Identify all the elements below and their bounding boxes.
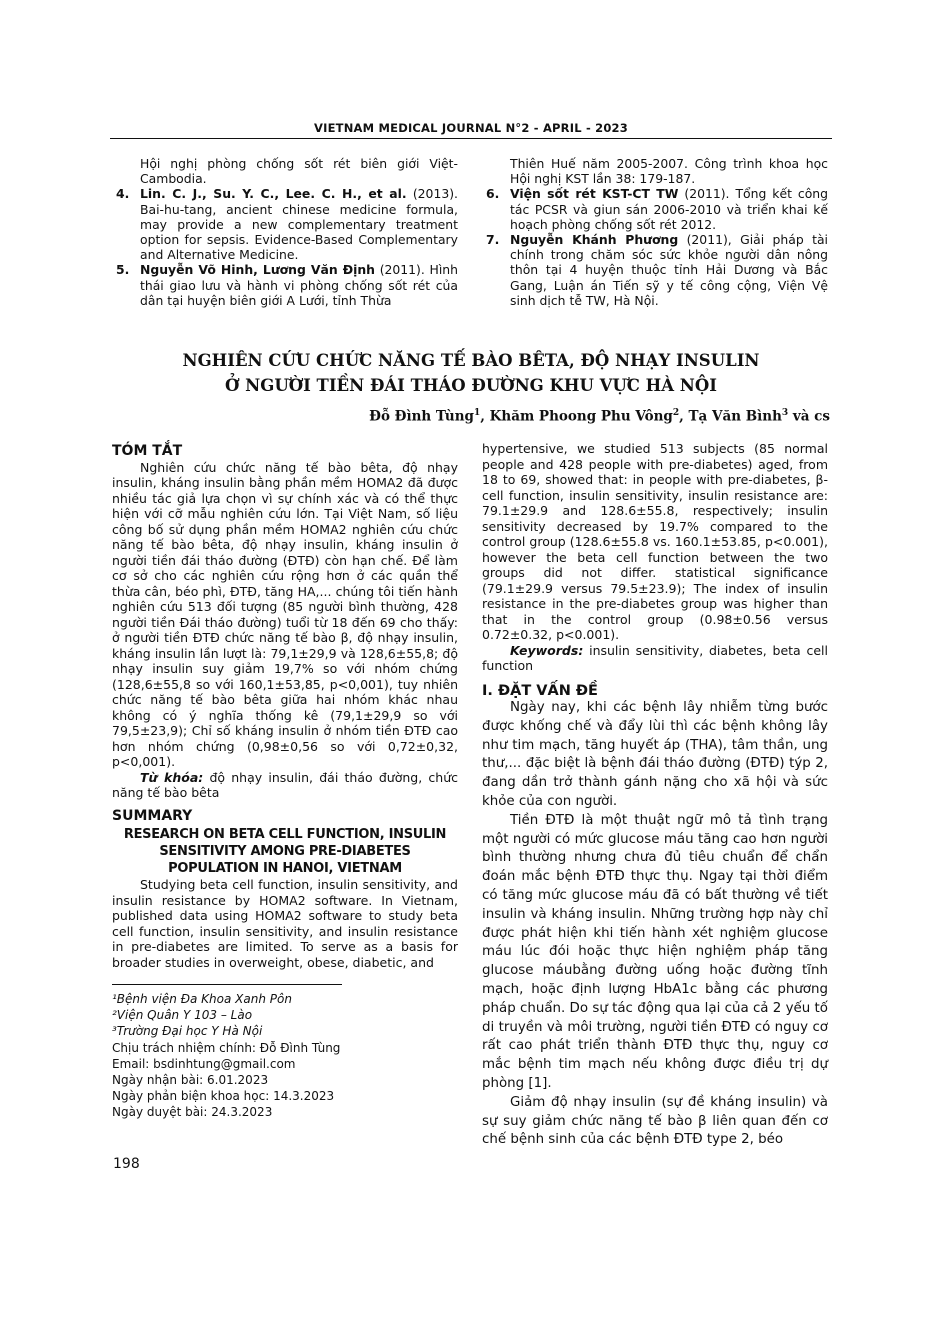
section-1-paragraph-3: Giảm độ nhạy insulin (sự đề kháng insulin) và sự suy giảm chức năng tế bào β liên quan đến cơ chế bệnh sinh của các bệnh ĐTĐ type 2, béo xyxy=(482,1094,828,1148)
abstract-body: Nghiên cứu chức năng tế bào bêta, độ nhạy insulin, kháng insulin bằng phần mềm HOMA2 đã được nhiều tác giả lựa chọn vì sự chính xác và có thể thực hiện với cỡ mẫu nghiên cứu lớn. Tại Việt Nam, số liệu công bố sử dụng phần mềm HOMA2 nghiên cứu chức năng tế bào bêta, độ nhạy insulin, kháng insulin ở người tiền đái tháo đường (ĐTĐ) còn hạn chế. Để làm cơ sở cho các nghiên cứu rộng hơn ở các quần thể thừa cân, béo phì, ĐTĐ, tăng HA,... chúng tôi tiến hành nghiên cứu 513 đối tượng (85 người bình thường, 428 người tiền Đái tháo đường) tuổi từ 18 đến 69 cho thấy: ở người tiền ĐTĐ chức năng tế bào β, độ nhạy insulin, kháng insulin lần lượt là: 79,1±29,9 và 128,6±55,8; độ nhạy insulin suy giảm 19,7% so với nhóm chứng (128,6±55,8 so với 160,1±53,85, p<0,001), tuy nhiên chức năng tế bào bêta giữa hai nhóm khác nhau không có ý nghĩa thống kê (79,1±29,9 so với 79,5±23,9); Chỉ số kháng insulin ở nhóm tiền ĐTĐ cao hơn nhóm chứng (0,98±0,56 so với 0,72±0,32, p<0,001). xyxy=(112,459,458,769)
reference-5: 5. Nguyễn Võ Hinh, Lương Văn Định (2011). Hình thái giao lưu và hành vi phòng chống sốt rét của dân tại huyện biên giới A Lưới, tỉnh Thừa xyxy=(116,262,458,308)
right-column xyxy=(482,441,828,1150)
footnote-affiliation-3: ³Trường Đại học Y Hà Nội xyxy=(112,1024,263,1039)
summary-heading: SUMMARY xyxy=(112,807,193,824)
reference-continuation: Hội nghị phòng chống sốt rét biên giới Việt-Cambodia. xyxy=(140,156,458,187)
footnote-rule xyxy=(112,984,342,985)
reference-7: 7. Nguyễn Khánh Phương (2011), Giải pháp tài chính trong chăm sóc sức khỏe người dân nông thôn tại 4 huyện thuộc tỉnh Hải Dương và Bắc Gang, Luận án Tiến sỹ y tế công cộng, Viện Vệ sinh dịch tễ TW, Hà Nội. xyxy=(486,232,828,308)
summary-keywords: Keywords: insulin sensitivity, diabetes, beta cell function xyxy=(482,642,828,673)
title-line-2: Ở NGƯỜI TIỀN ĐÁI THÁO ĐƯỜNG KHU VỰC HÀ NỘI xyxy=(225,376,717,395)
summary-body-part2: hypertensive, we studied 513 subjects (85 normal people and 428 people with pre-diabetes) aged, from 18 to 69, showed that: in people with pre-diabetes, β-cell function, insulin sensitivity, insulin resistance are: 79.1±29.9 and 128.6±55.8, respectively; insulin sensitivity decreased by 19.7% compared to the control group (128.6±55.8 vs. 160.1±53.85, p<0.001), however the beta cell function between the two groups did not differ. statistical significance (79.1±29.9 versus 79.5±23.9); The index of insulin resistance in the pre-diabetes group was higher than that in the control group (0.98±0.56 versus 0.72±0.32, p<0.001). xyxy=(482,441,828,642)
abstract-column xyxy=(112,444,458,1121)
section-1-paragraph-1: Ngày nay, khi các bệnh lây nhiễm từng bước được khống chế và đẩy lùi thì các bệnh không lây như tim mạch, tăng huyết áp (THA), tâm thần, ung thư,... đặc biệt là bệnh đái tháo đường (ĐTĐ) týp 2, đang dần trở thành gánh nặng cho xã hội và sức khỏe của con người. xyxy=(482,700,828,809)
reference-continuation: Thiên Huế năm 2005-2007. Công trình khoa học Hội nghị KST lần 38: 179-187. xyxy=(510,156,828,187)
title-line-1: NGHIÊN CỨU CHỨC NĂNG TẾ BÀO BÊTA, ĐỘ NHẠY INSULIN xyxy=(182,351,760,370)
footnote-affiliation-2: ²Viện Quân Y 103 – Lào xyxy=(112,1008,253,1023)
footnote-corresponding: Chịu trách nhiệm chính: Đỗ Đình Tùng xyxy=(112,1040,341,1055)
article-title xyxy=(110,348,832,398)
footnote-accepted: Ngày duyệt bài: 24.3.2023 xyxy=(112,1105,273,1120)
summary-title: RESEARCH ON BETA CELL FUNCTION, INSULIN SENSITIVITY AMONG PRE-DIABETES POPULATION IN HANOI, VIETNAM xyxy=(123,827,447,876)
authors-line: Đỗ Đình Tùng$^1$, Khăm Phoong Phu Vông$^2$, Tạ Văn Bình$^3$ và cs xyxy=(369,408,830,425)
reference-4: 4. Lin. C. J., Su. Y. C., Lee. C. H., et al. (2013). Bai-hu-tang, ancient chinese medicine formula, may provide a new complementary treatment option for sepsis. Evidence-Based Complementary and Alternative Medicine. xyxy=(116,186,458,263)
footnote-email: Email: bsdinhtung@gmail.com xyxy=(112,1056,296,1071)
footnote-affiliation-1: ¹Bệnh viện Đa Khoa Xanh Pôn xyxy=(112,992,292,1006)
abstract-heading: TÓM TẮT xyxy=(112,443,183,459)
section-1-heading: I. ĐẶT VẤN ĐỀ xyxy=(482,682,598,699)
footnote-reviewed: Ngày phản biện khoa học: 14.3.2023 xyxy=(112,1089,335,1104)
abstract-keywords: Từ khóa: độ nhạy insulin, đái tháo đường, chức năng tế bào bêta xyxy=(112,769,458,800)
references-right xyxy=(482,156,828,308)
reference-6: 6. Viện sốt rét KST-CT TW (2011). Tổng kết công tác PCSR và giun sán 2006-2010 và triển khai kế hoạch phòng chống sốt rét 2012. xyxy=(486,186,829,232)
journal-header: VIETNAM MEDICAL JOURNAL N°2 - APRIL - 2023 xyxy=(314,121,628,135)
summary-body-part1: Studying beta cell function, insulin sensitivity, and insulin resistance by HOMA2 software. In Vietnam, published data using HOMA2 software to study beta cell function, insulin sensitivity, and insulin resistance in pre-diabetes are limited. To serve as a basis for broader studies in overweight, obese, diabetic, and xyxy=(112,877,458,970)
page-number: 198 xyxy=(113,1156,140,1172)
header-rule xyxy=(110,138,832,139)
footnote-received: Ngày nhận bài: 6.01.2023 xyxy=(112,1073,269,1088)
references-left xyxy=(112,156,458,308)
section-1-paragraph-2: Tiền ĐTĐ là một thuật ngữ mô tả tình trạng một người có mức glucose máu tăng cao hơn người bình thường nhưng chưa đủ tiêu chuẩn để chẩn đoán mắc bệnh ĐTĐ thực thụ. Ngay tại thời điểm có tăng mức glucose máu đã có bất thường về tiết insulin và kháng insulin. Những trường hợp này chỉ được phát hiện khi tiến hành xét nghiệm glucose máu lúc đói hoặc thực hiện nghiệm pháp tăng glucose máubằng đường uống hoặc đường tĩnh mạch, hoặc định lượng HbA1c bằng các phương pháp chuẩn. Do sự tác động qua lại của cả 2 yếu tố di truyền và môi trường, người tiền ĐTĐ có nguy cơ rất cao phát triển thành ĐTĐ thực thụ, nguy cơ mắc bệnh tim mạch nếu không được điều trị dự phòng [1]. xyxy=(482,812,828,1091)
